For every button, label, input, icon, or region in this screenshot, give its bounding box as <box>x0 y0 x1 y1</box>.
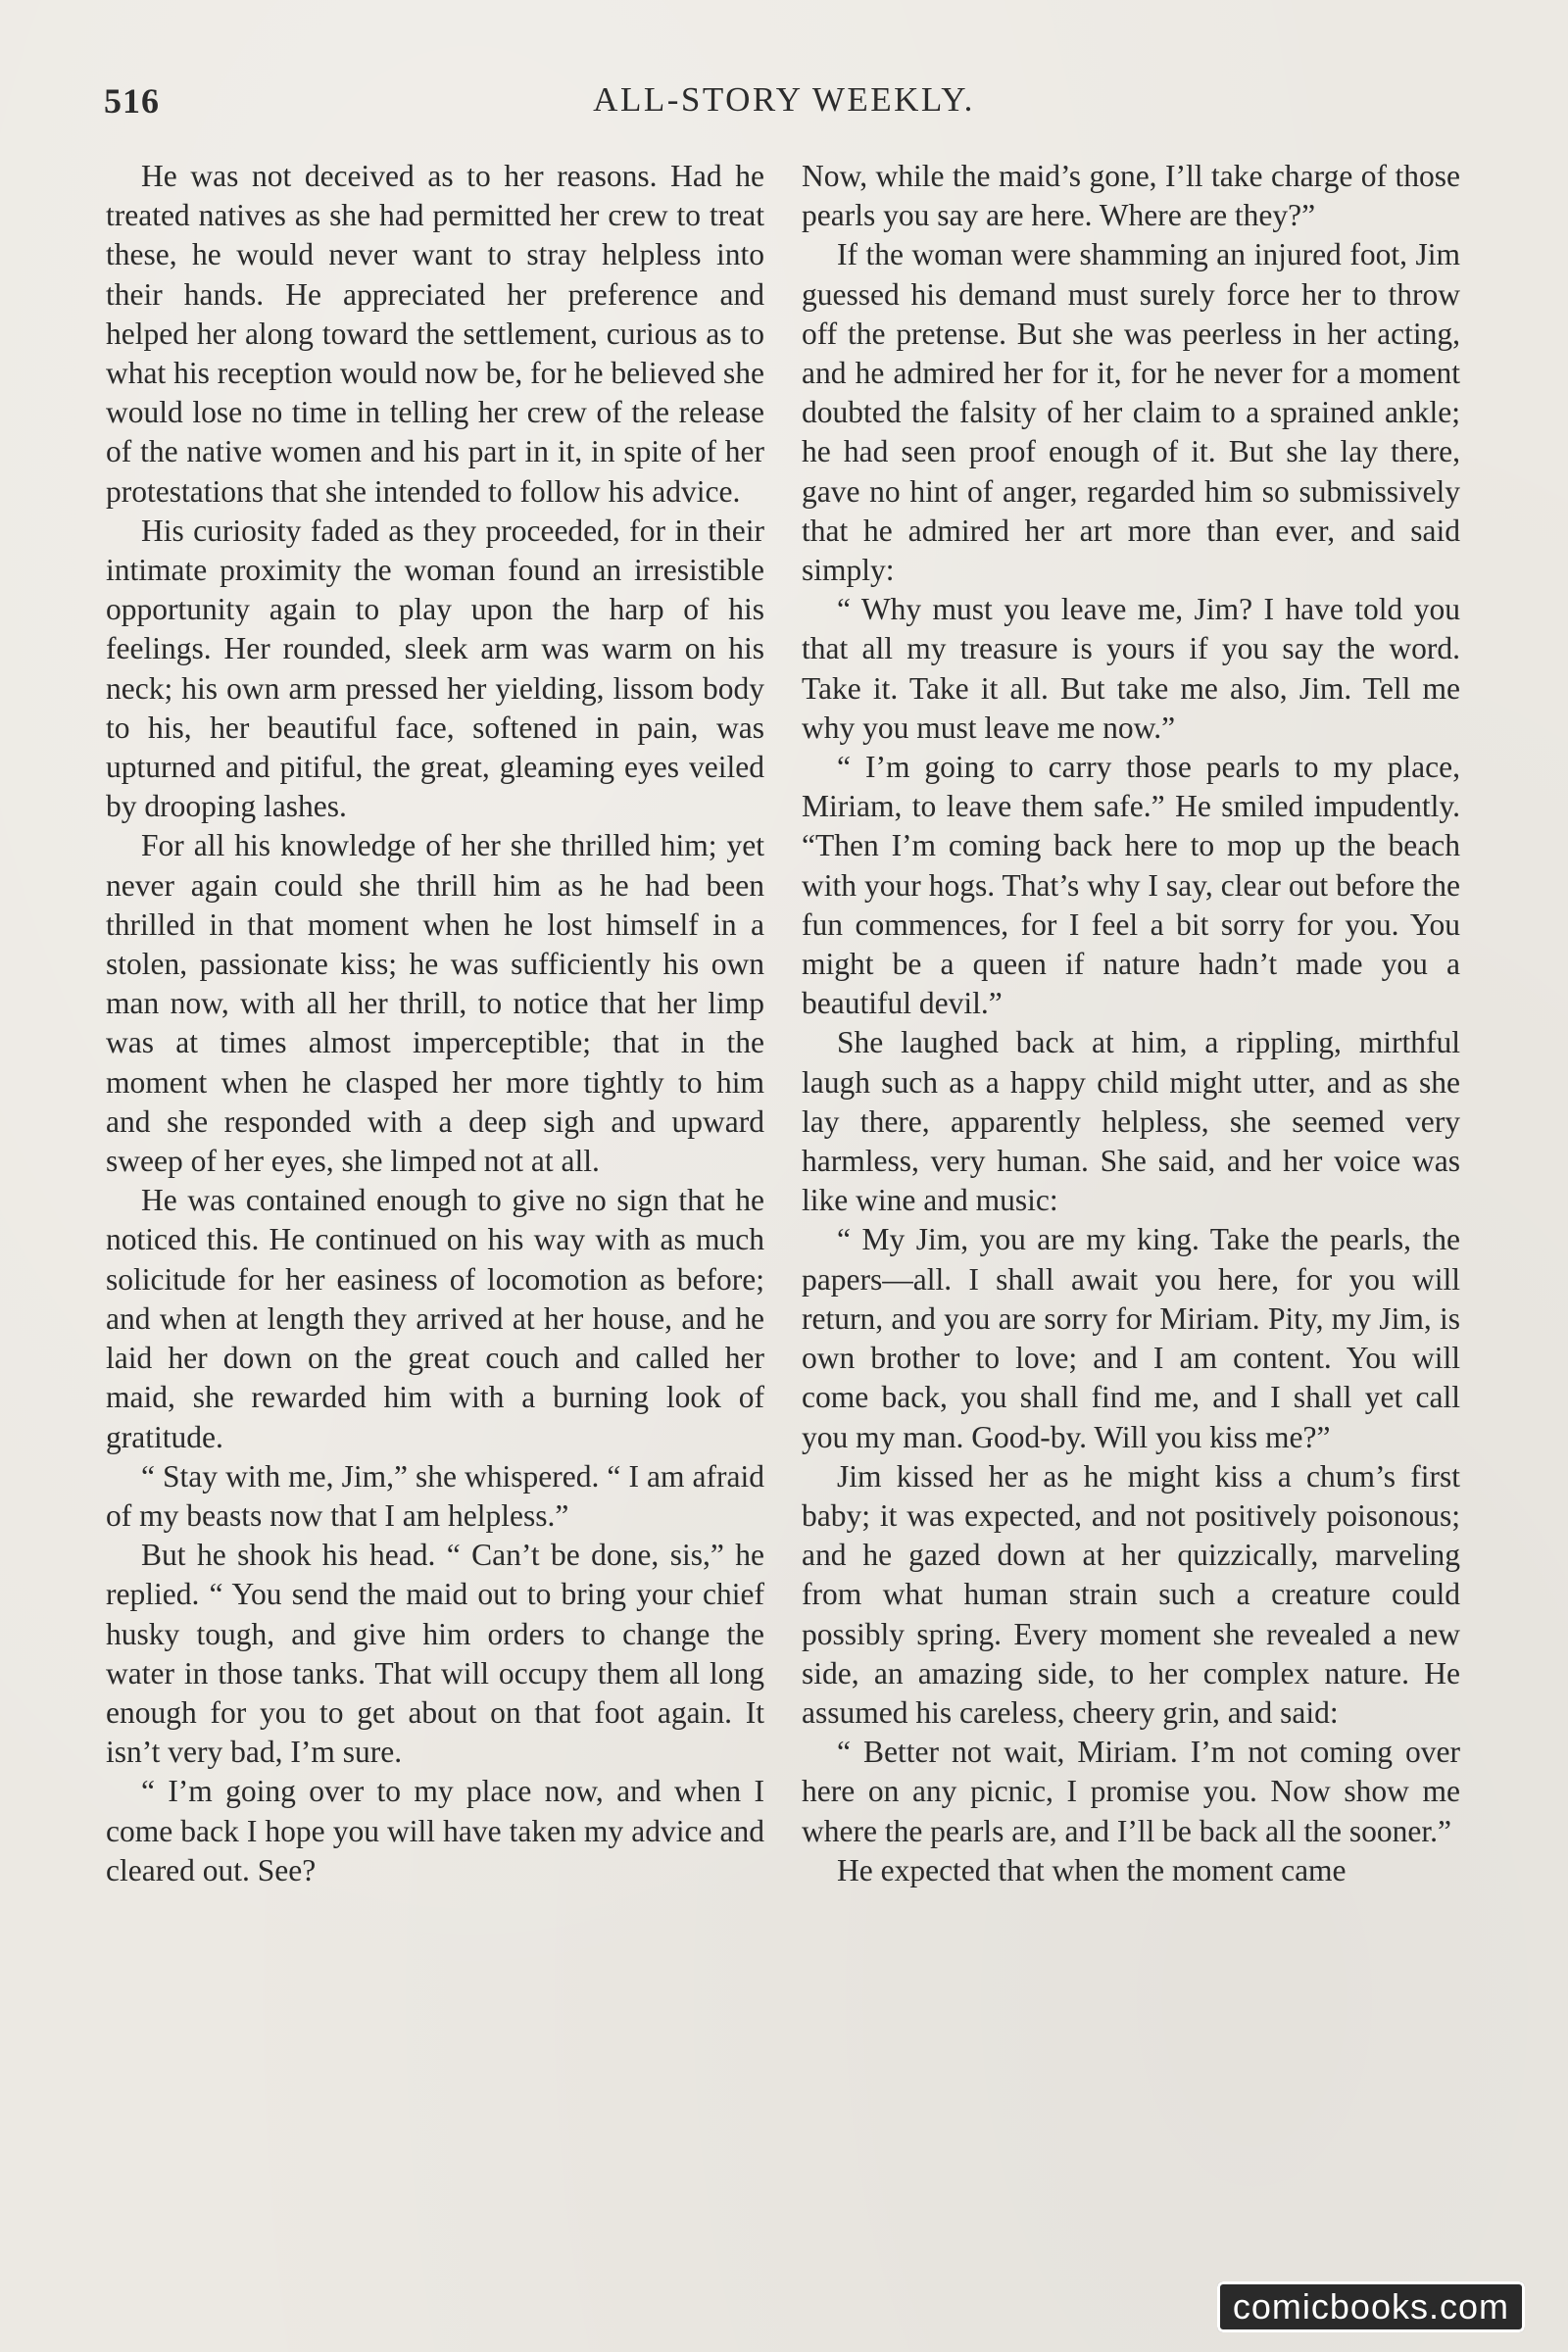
paragraph: He was not deceived as to her reasons. Had he treated natives as she had permitted her crew to treat these, he would never want to stray helpless into their hands. He appreciated her preference and helped her along toward the settlement, curious as to what his reception would now be, for he believed she would lose no time in telling her crew of the release of the native women and his part in it, in spite of her protestations that she intended to follow his advice. <box>106 159 764 509</box>
paragraph: “ I’m going over to my place now, and when I come back I hope you will have taken my advice and cleared out. See? <box>106 1774 764 1887</box>
paragraph: Now, while the maid’s gone, I’ll take charge of those pearls you say are here. Where are they?” <box>802 159 1460 233</box>
paragraph: “ I’m going to carry those pearls to my place, Miriam, to leave them safe.” He smiled impudently. “Then I’m coming back here to mop up the beach with your hogs. That’s why I say, clear out before the fun commences, for I feel a bit sorry for you. You might be a queen if nature hadn’t made you a beautiful devil.” <box>802 750 1460 1021</box>
page-number: 516 <box>104 81 160 121</box>
paragraph: “ My Jim, you are my king. Take the pearls, the papers—all. I shall await you here, for you will return, and you are sorry for Miriam. Pity, my Jim, is own brother to love; and I am content. You will come back, you shall find me, and I shall yet call you my man. Good-by. Will you kiss me?” <box>802 1222 1460 1454</box>
paragraph: “ Stay with me, Jim,” she whispered. “ I am afraid of my beasts now that I am helpless.” <box>106 1458 764 1533</box>
text-column-left <box>106 157 764 1890</box>
paragraph: She laughed back at him, a rippling, mirthful laugh such as a happy child might utter, and as she lay there, apparently helpless, she seemed very harmless, very human. She said, and her voice was like wine and music: <box>802 1025 1460 1218</box>
paragraph: His curiosity faded as they proceeded, for in their intimate proximity the woman found an irresistible opportunity again to play upon the harp of his feelings. Her rounded, sleek arm was warm on his neck; his own arm pressed her yielding, lissom body to his, her beautiful face, softened in pain, was upturned and pitiful, the great, gleaming eyes veiled by drooping lashes. <box>106 513 764 824</box>
paragraph: But he shook his head. “ Can’t be done, sis,” he replied. “ You send the maid out to bring your chief husky tough, and give him orders to change the water in those tanks. That will occupy them all long enough for you to get about on that foot again. It isn’t very bad, I’m sure. <box>106 1538 764 1770</box>
paragraph: “ Why must you leave me, Jim? I have told you that all my treasure is yours if you say the word. Take it. Take it all. But take me also, Jim. Tell me why you must leave me now.” <box>802 592 1460 745</box>
running-head: ALL-STORY WEEKLY. <box>593 80 975 119</box>
site-watermark: comicbooks.com <box>1217 2281 1525 2332</box>
paragraph: For all his knowledge of her she thrilled him; yet never again could she thrill him as he had been thrilled in that moment when he lost himself in a stolen, passionate kiss; he was sufficiently his own man now, with all her thrill, to notice that her limp was at times almost imperceptible; that in the moment when he clasped her more tightly to him and she responded with a deep sigh and upward sweep of her eyes, she limped not at all. <box>106 828 764 1179</box>
text-column-right <box>802 157 1460 1890</box>
paragraph: He was contained enough to give no sign that he noticed this. He continued on his way with as much solicitude for her easiness of locomotion as before; and when at length they arrived at her house, and he laid her down on the great couch and called her maid, she rewarded him with a burning look of gratitude. <box>106 1183 764 1454</box>
paragraph: Jim kissed her as he might kiss a chum’s first baby; it was expected, and not positively poisonous; and he gazed down at her quizzically, marveling from what human strain such a creature could possibly spring. Every moment she revealed a new side, an amazing side, to her complex nature. He assumed his careless, cheery grin, and said: <box>802 1458 1460 1730</box>
paragraph: If the woman were shamming an injured foot, Jim guessed his demand must surely force her to throw off the pretense. But she was peerless in her acting, and he admired her for it, for he never for a moment doubted the falsity of her claim to a sprained ankle; he had seen proof enough of it. But she lay there, gave no hint of anger, regarded him so submissively that he admired her art more than ever, and said simply: <box>802 237 1460 588</box>
paragraph: “ Better not wait, Miriam. I’m not coming over here on any picnic, I promise you. Now show me where the pearls are, and I’ll be back all the sooner.” <box>802 1735 1460 1848</box>
paragraph: He expected that when the moment came <box>837 1852 1347 1887</box>
